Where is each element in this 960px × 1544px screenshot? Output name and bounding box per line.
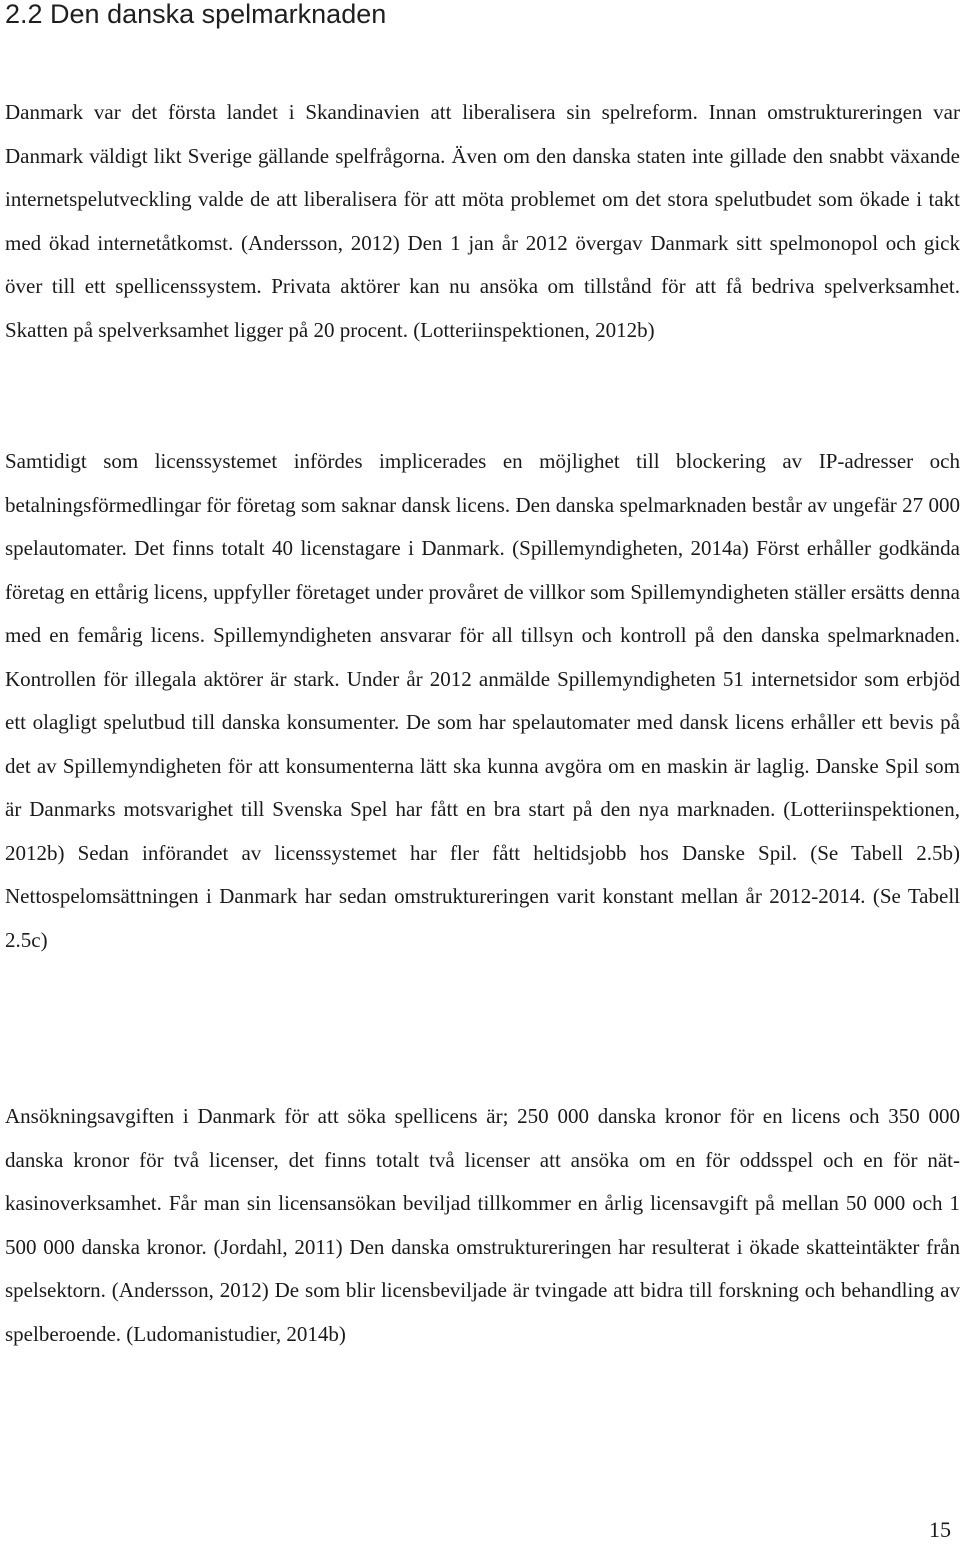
page-number: 15 — [929, 1517, 951, 1542]
body-paragraph-2: Samtidigt som licenssystemet infördes implicerades en möjlighet till blockering av IP-adresser och betalningsförmedlingar för företag som saknar dansk licens. Den danska spelmarknaden består av ungefär 27 000 spelautomater. Det finns totalt 40 licenstagare i Danmark. (Spillemyndigheten, 2014a) Först erhåller godkända företag en ettårig licens, uppfyller företaget under provåret de villkor som Spillemyndigheten ställer ersätts denna med en femårig licens. Spillemyndigheten ansvarar för all tillsyn och kontroll på den danska spelmarknaden. Kontrollen för illegala aktörer är stark. Under år 2012 anmälde Spillemyndigheten 51 internetsidor som erbjöd ett olagligt spelutbud till danska konsumenter. De som har spelautomater med dansk licens erhåller ett bevis på det av Spillemyndigheten för att konsumenterna lätt ska kunna avgöra om en maskin är laglig. Danske Spil som är Danmarks motsvarighet till Svenska Spel har fått en bra start på den nya marknaden. (Lotteriinspektionen, 2012b) Sedan införandet av licenssystemet har fler fått heltidsjobb hos Danske Spil. (Se Tabell 2.5b) Nettospelomsättningen i Danmark har sedan omstruktureringen varit konstant mellan år 2012-2014. (Se Tabell 2.5c) — [5, 449, 960, 952]
section-heading: 2.2 Den danska spelmarknaden — [5, 0, 387, 29]
body-paragraph-1: Danmark var det första landet i Skandinavien att liberalisera sin spelreform. Innan omstruktureringen var Danmark väldigt likt Sverige gällande spelfrågorna. Även om den danska staten inte gillade den snabbt växande internetspelutveckling valde de att liberalisera för att möta problemet om det stora spelutbudet som ökade i takt med ökad internetåtkomst. (Andersson, 2012) Den 1 jan år 2012 övergav Danmark sitt spelmonopol och gick över till ett spellicenssystem. Privata aktörer kan nu ansöka om tillstånd för att få bedriva spelverksamhet. Skatten på spelverksamhet ligger på 20 procent. (Lotteriinspektionen, 2012b) — [5, 100, 960, 342]
document-page — [5, 0, 960, 1543]
body-paragraph-3: Ansökningsavgiften i Danmark för att söka spellicens är; 250 000 danska kronor för en licens och 350 000 danska kronor för två licenser, det finns totalt två licenser att ansöka om en för oddsspel och en för nät-kasinoverksamhet. Får man sin licensansökan beviljad tillkommer en årlig licensavgift på mellan 50 000 och 1 500 000 danska kronor. (Jordahl, 2011) Den danska omstruktureringen har resulterat i ökade skatteintäkter från spelsektorn. (Andersson, 2012) De som blir licensbeviljade är tvingade att bidra till forskning och behandling av spelberoende. (Ludomanistudier, 2014b) — [5, 1104, 960, 1346]
